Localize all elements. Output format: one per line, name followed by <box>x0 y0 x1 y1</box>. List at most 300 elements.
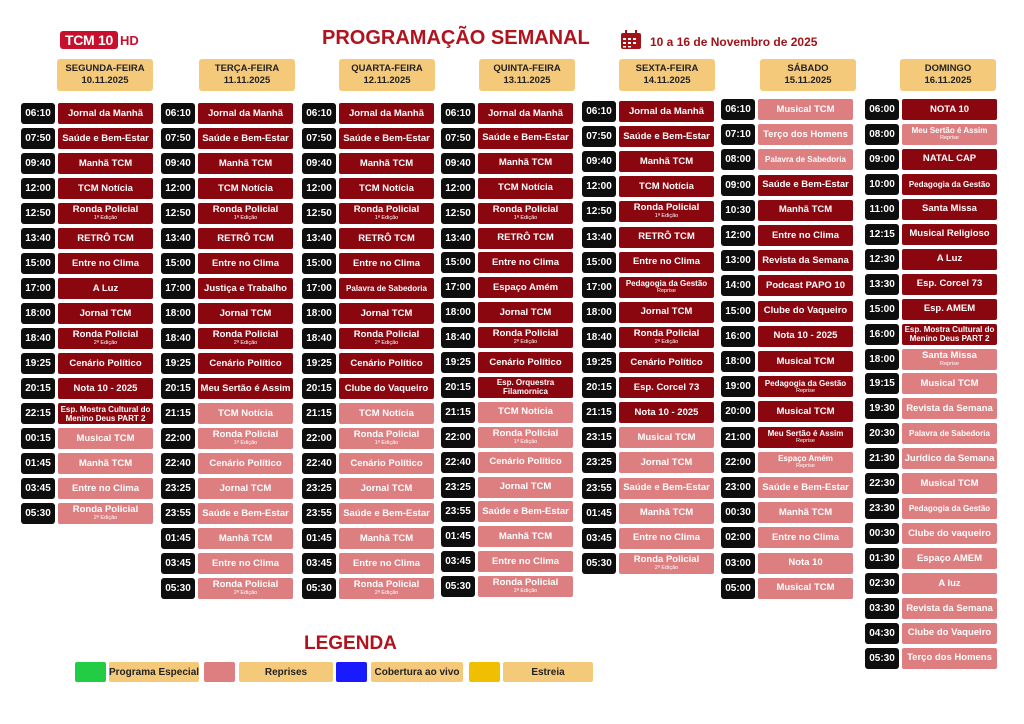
schedule-slot <box>302 503 434 524</box>
program-block <box>902 99 997 120</box>
program-title: TCM Notícia <box>218 407 273 419</box>
program-block <box>58 153 153 174</box>
program-title: Nota 10 - 2025 <box>773 330 838 342</box>
program-block <box>902 274 997 295</box>
slot-time: 07:50 <box>161 128 195 149</box>
program-title: Ronda Policial <box>492 427 559 439</box>
slot-time: 06:10 <box>721 99 755 120</box>
slot-time: 18:00 <box>865 349 899 370</box>
program-block <box>478 228 573 249</box>
schedule-slot <box>302 178 434 199</box>
slot-time: 22:40 <box>302 453 336 474</box>
schedule-slot <box>441 477 573 498</box>
slot-time: 22:00 <box>441 427 475 448</box>
program-block <box>619 553 714 574</box>
schedule-slot <box>721 578 853 599</box>
program-title: Jornal TCM <box>360 482 413 494</box>
program-block <box>478 352 573 373</box>
schedule-slot <box>302 478 434 499</box>
program-block <box>619 327 714 348</box>
program-block <box>58 103 153 124</box>
program-title: RETRÔ TCM <box>638 231 695 242</box>
program-block <box>478 153 573 174</box>
program-block <box>619 427 714 448</box>
schedule-slot <box>302 253 434 274</box>
schedule-slot <box>441 501 573 522</box>
program-block <box>58 228 153 249</box>
program-block <box>902 174 997 195</box>
day-date: 12.11.2025 <box>363 75 411 86</box>
schedule-slot <box>161 378 293 399</box>
schedule-slot <box>21 228 153 249</box>
program-block <box>198 328 293 349</box>
schedule-slot <box>21 203 153 224</box>
schedule-slot <box>721 250 853 271</box>
program-title: Musical TCM <box>637 431 696 443</box>
legend-swatch <box>336 662 367 682</box>
slot-time: 10:00 <box>865 174 899 195</box>
slot-time: 21:15 <box>161 403 195 424</box>
schedule-slot <box>302 303 434 324</box>
slot-time: 19:00 <box>721 376 755 397</box>
program-title: Pedagogia da Gestão <box>908 179 991 189</box>
program-block <box>58 353 153 374</box>
program-title: Pedagogia da Gestão <box>908 504 991 514</box>
program-title: TCM Notícia <box>498 182 553 194</box>
schedule-slot <box>302 228 434 249</box>
program-title: TCM Notícia <box>359 407 414 419</box>
program-block <box>902 299 997 320</box>
slot-time: 13:40 <box>21 228 55 249</box>
program-title: A luz <box>938 577 961 589</box>
schedule-slot <box>441 277 573 298</box>
slot-time: 22:00 <box>161 428 195 449</box>
program-title: Musical TCM <box>776 582 835 594</box>
program-title: Manhã TCM <box>498 530 553 542</box>
slot-time: 10:30 <box>721 200 755 221</box>
program-title: Meu Sertão é Assim <box>200 382 291 394</box>
schedule-slot <box>865 623 997 644</box>
program-title: Cenário Político <box>489 456 562 468</box>
program-title: Revista da Semana <box>906 602 993 614</box>
schedule-slot <box>302 153 434 174</box>
program-block <box>478 427 573 448</box>
program-block <box>58 478 153 499</box>
schedule-slot <box>161 428 293 449</box>
program-title: Terço dos Homens <box>907 652 992 664</box>
day-header <box>199 59 295 91</box>
slot-time: 15:00 <box>721 301 755 322</box>
program-title: TCM Notícia <box>78 182 133 194</box>
program-block <box>619 126 714 147</box>
program-subtitle: Reprise <box>796 387 815 394</box>
program-block <box>58 378 153 399</box>
schedule-slot <box>441 252 573 273</box>
program-title: Cenário Político <box>69 357 142 369</box>
schedule-slot <box>721 200 853 221</box>
program-block <box>902 324 997 345</box>
program-block <box>58 203 153 224</box>
schedule-slot <box>865 398 997 419</box>
program-title: Jornal TCM <box>360 307 413 319</box>
slot-time: 18:00 <box>441 302 475 323</box>
schedule-slot <box>721 275 853 296</box>
program-title: Saúde e Bem-Estar <box>762 481 849 493</box>
slot-time: 13:40 <box>582 227 616 248</box>
program-title: Espaço AMEM <box>916 552 983 564</box>
schedule-slot <box>865 124 997 145</box>
program-subtitle: Reprise <box>940 360 959 367</box>
slot-time: 19:15 <box>865 373 899 394</box>
program-block <box>758 502 853 523</box>
program-subtitle: 2ª Edição <box>374 590 399 596</box>
program-title: Ronda Policial <box>492 328 559 340</box>
program-subtitle: 1ª Edição <box>374 215 399 221</box>
program-title: RETRÔ TCM <box>217 232 274 244</box>
program-title: Clube do Vaqueiro <box>907 627 992 639</box>
slot-time: 23:25 <box>441 477 475 498</box>
schedule-slot <box>21 478 153 499</box>
slot-time: 12:00 <box>21 178 55 199</box>
slot-time: 23:30 <box>865 498 899 519</box>
slot-time: 12:30 <box>865 249 899 270</box>
slot-time: 20:00 <box>721 401 755 422</box>
schedule-slot <box>721 452 853 473</box>
program-block <box>619 452 714 473</box>
program-title: Jurídico da Semana <box>904 452 995 464</box>
program-subtitle: 2ª Edição <box>654 564 679 571</box>
slot-time: 20:15 <box>161 378 195 399</box>
slot-time: 23:25 <box>302 478 336 499</box>
slot-time: 12:50 <box>161 203 195 224</box>
schedule-slot <box>302 553 434 574</box>
program-subtitle: 2ª Edição <box>93 515 118 521</box>
logo-text: TCM 10 <box>60 31 118 49</box>
legend-label: Programa Especial <box>109 662 199 682</box>
program-block <box>758 578 853 599</box>
schedule-slot <box>441 402 573 423</box>
program-block <box>198 353 293 374</box>
program-block <box>58 403 153 424</box>
slot-time: 12:50 <box>441 203 475 224</box>
program-subtitle: 1ª Edição <box>374 440 399 446</box>
program-block <box>198 228 293 249</box>
program-block <box>478 551 573 572</box>
slot-time: 12:00 <box>721 225 755 246</box>
schedule-slot <box>21 178 153 199</box>
schedule-slot <box>161 578 293 599</box>
day-header <box>760 59 856 91</box>
program-title: Ronda Policial <box>353 329 420 340</box>
program-title: Ronda Policial <box>633 202 700 214</box>
program-title: Revista da Semana <box>906 402 993 414</box>
program-block <box>902 398 997 419</box>
program-title: Clube do vaqueiro <box>908 527 991 539</box>
schedule-slot <box>721 401 853 422</box>
schedule-slot <box>441 103 573 124</box>
program-subtitle: 2ª Edição <box>654 338 679 345</box>
slot-time: 21:30 <box>865 448 899 469</box>
program-subtitle: 2ª Edição <box>93 340 118 346</box>
day-name: DOMINGO <box>924 63 972 74</box>
program-title: Musical TCM <box>920 477 979 489</box>
program-block <box>619 503 714 524</box>
schedule-slot <box>582 402 714 423</box>
slot-time: 15:00 <box>302 253 336 274</box>
program-title: Manhã TCM <box>78 457 133 469</box>
slot-time: 02:30 <box>865 573 899 594</box>
program-block <box>758 477 853 498</box>
schedule-slot <box>865 174 997 195</box>
schedule-slot <box>721 427 853 448</box>
slot-time: 01:45 <box>302 528 336 549</box>
program-block <box>902 648 997 669</box>
schedule-slot <box>21 403 153 424</box>
schedule-slot <box>721 502 853 523</box>
program-title: Esp. Mostra Cultural do Menino Deus PART 2 <box>60 404 151 423</box>
schedule-slot <box>865 423 997 444</box>
day-date: 10.11.2025 <box>81 75 129 86</box>
program-block <box>339 528 434 549</box>
program-block <box>758 301 853 322</box>
day-date: 16.11.2025 <box>924 75 972 86</box>
slot-time: 09:40 <box>582 151 616 172</box>
program-block <box>478 402 573 423</box>
program-block <box>758 275 853 296</box>
slot-time: 08:00 <box>865 124 899 145</box>
schedule-slot <box>441 153 573 174</box>
program-title: Podcast PAPO 10 <box>765 279 846 291</box>
slot-time: 06:10 <box>21 103 55 124</box>
program-block <box>902 423 997 444</box>
schedule-slot <box>865 349 997 370</box>
slot-time: 05:30 <box>582 553 616 574</box>
day-header <box>339 59 435 91</box>
program-block <box>478 377 573 398</box>
slot-time: 09:00 <box>865 149 899 170</box>
schedule-slot <box>582 227 714 248</box>
slot-time: 09:40 <box>161 153 195 174</box>
program-title: Ronda Policial <box>492 577 559 589</box>
slot-time: 12:50 <box>582 201 616 222</box>
legend-label: Estreia <box>503 662 593 682</box>
program-block <box>58 428 153 449</box>
slot-time: 17:00 <box>441 277 475 298</box>
date-range: 10 a 16 de Novembro de 2025 <box>650 35 818 49</box>
slot-time: 06:00 <box>865 99 899 120</box>
program-title: Ronda Policial <box>353 579 420 590</box>
program-block <box>339 453 434 474</box>
day-header <box>619 59 715 91</box>
program-title: Cenário Político <box>209 357 282 369</box>
program-title: Terço dos Homens <box>763 128 848 140</box>
slot-time: 22:00 <box>721 452 755 473</box>
program-block <box>758 452 853 473</box>
program-block <box>758 527 853 548</box>
slot-time: 03:45 <box>302 553 336 574</box>
program-title: Musical TCM <box>920 377 979 389</box>
program-title: Manhã TCM <box>639 507 694 519</box>
program-subtitle: 1ª Edição <box>654 213 679 220</box>
schedule-slot <box>21 303 153 324</box>
slot-time: 12:00 <box>441 178 475 199</box>
schedule-slot <box>161 528 293 549</box>
slot-time: 02:00 <box>721 527 755 548</box>
program-block <box>198 103 293 124</box>
program-block <box>339 203 434 224</box>
schedule-slot <box>721 99 853 120</box>
program-title: Justiça e Trabalho <box>204 282 287 294</box>
program-title: Ronda Policial <box>212 429 279 440</box>
program-title: Entre no Clima <box>771 229 840 241</box>
program-title: Pedagogia da Gestão <box>625 279 708 289</box>
slot-time: 16:00 <box>865 324 899 345</box>
program-title: Nota 10 <box>788 557 823 569</box>
schedule-slot <box>21 153 153 174</box>
schedule-slot <box>21 428 153 449</box>
program-title: Jornal da Manhã <box>349 107 424 119</box>
slot-time: 12:15 <box>865 224 899 245</box>
schedule-slot <box>721 553 853 574</box>
program-title: Palavra de Sabedoria <box>909 429 990 439</box>
program-title: TCM Notícia <box>218 182 273 194</box>
program-title: Ronda Policial <box>212 579 279 590</box>
schedule-slot <box>161 178 293 199</box>
slot-time: 00:30 <box>865 523 899 544</box>
schedule-slot <box>865 99 997 120</box>
schedule-slot <box>865 149 997 170</box>
program-title: NATAL CAP <box>922 153 977 165</box>
program-title: RETRÔ TCM <box>77 232 134 244</box>
program-title: Musical Religioso <box>909 228 990 240</box>
program-title: Entre no Clima <box>771 531 840 543</box>
program-subtitle: 2ª Edição <box>513 588 538 595</box>
schedule-slot <box>441 377 573 398</box>
program-title: Revista da Semana <box>762 254 849 266</box>
schedule-slot <box>21 253 153 274</box>
program-block <box>619 101 714 122</box>
program-block <box>58 503 153 524</box>
schedule-slot <box>582 528 714 549</box>
legend-label: Cobertura ao vivo <box>371 662 463 682</box>
schedule-slot <box>582 302 714 323</box>
program-title: Ronda Policial <box>492 203 559 215</box>
day-name: QUARTA-FEIRA <box>351 63 423 74</box>
slot-time: 12:50 <box>302 203 336 224</box>
program-block <box>758 124 853 145</box>
program-block <box>619 478 714 499</box>
program-title: Manhã TCM <box>639 155 694 167</box>
program-title: Manhã TCM <box>359 532 414 544</box>
slot-time: 01:30 <box>865 548 899 569</box>
program-block <box>758 553 853 574</box>
schedule-slot <box>582 201 714 222</box>
schedule-slot <box>21 103 153 124</box>
slot-time: 19:25 <box>302 353 336 374</box>
program-block <box>619 176 714 197</box>
schedule-slot <box>441 452 573 473</box>
program-block <box>198 303 293 324</box>
day-name: TERÇA-FEIRA <box>214 63 280 74</box>
slot-time: 21:15 <box>441 402 475 423</box>
slot-time: 18:00 <box>161 303 195 324</box>
day-header <box>479 59 575 91</box>
schedule-slot <box>865 523 997 544</box>
program-block <box>339 228 434 249</box>
program-title: Jornal TCM <box>219 482 272 494</box>
program-title: Entre no Clima <box>632 256 701 268</box>
program-block <box>58 303 153 324</box>
slot-time: 07:10 <box>721 124 755 145</box>
logo-hd: HD <box>120 32 139 48</box>
program-subtitle: 1ª Edição <box>513 214 538 221</box>
slot-time: 23:25 <box>582 452 616 473</box>
program-title: Musical TCM <box>776 355 835 367</box>
program-title: Manhã TCM <box>218 157 273 169</box>
slot-time: 17:00 <box>21 278 55 299</box>
program-title: Entre no Clima <box>211 257 280 269</box>
program-block <box>619 252 714 273</box>
schedule-slot <box>161 303 293 324</box>
slot-time: 20:15 <box>441 377 475 398</box>
program-title: Clube do Vaqueiro <box>344 382 429 394</box>
slot-time: 18:00 <box>721 351 755 372</box>
program-title: Cenário Político <box>350 457 423 469</box>
day-date: 13.11.2025 <box>503 75 551 86</box>
slot-time: 06:10 <box>441 103 475 124</box>
program-block <box>758 401 853 422</box>
slot-time: 22:00 <box>302 428 336 449</box>
schedule-slot <box>21 503 153 524</box>
slot-time: 19:25 <box>441 352 475 373</box>
program-title: Jornal TCM <box>499 306 552 318</box>
program-block <box>339 428 434 449</box>
program-block <box>339 253 434 274</box>
slot-time: 15:00 <box>582 252 616 273</box>
program-block <box>198 128 293 149</box>
program-title: Entre no Clima <box>211 557 280 569</box>
program-title: Entre no Clima <box>71 482 140 494</box>
program-block <box>902 523 997 544</box>
program-block <box>902 249 997 270</box>
program-title: Entre no Clima <box>71 257 140 269</box>
schedule-slot <box>865 448 997 469</box>
program-block <box>902 473 997 494</box>
legend-title: LEGENDA <box>304 633 397 654</box>
program-title: Musical TCM <box>76 432 135 444</box>
slot-time: 07:50 <box>21 128 55 149</box>
program-block <box>902 573 997 594</box>
program-title: Manhã TCM <box>218 532 273 544</box>
schedule-slot <box>161 253 293 274</box>
slot-time: 04:30 <box>865 623 899 644</box>
program-title: Jornal TCM <box>499 481 552 492</box>
schedule-slot <box>21 328 153 349</box>
schedule-slot <box>302 403 434 424</box>
slot-time: 00:15 <box>21 428 55 449</box>
slot-time: 06:10 <box>161 103 195 124</box>
program-block <box>902 349 997 370</box>
schedule-slot <box>865 324 997 345</box>
schedule-slot <box>721 149 853 170</box>
program-block <box>58 178 153 199</box>
schedule-slot <box>582 452 714 473</box>
slot-time: 13:40 <box>161 228 195 249</box>
program-title: Nota 10 - 2025 <box>73 382 138 394</box>
schedule-slot <box>865 598 997 619</box>
program-block <box>198 553 293 574</box>
program-title: Saúde e Bem-Estar <box>762 179 849 191</box>
